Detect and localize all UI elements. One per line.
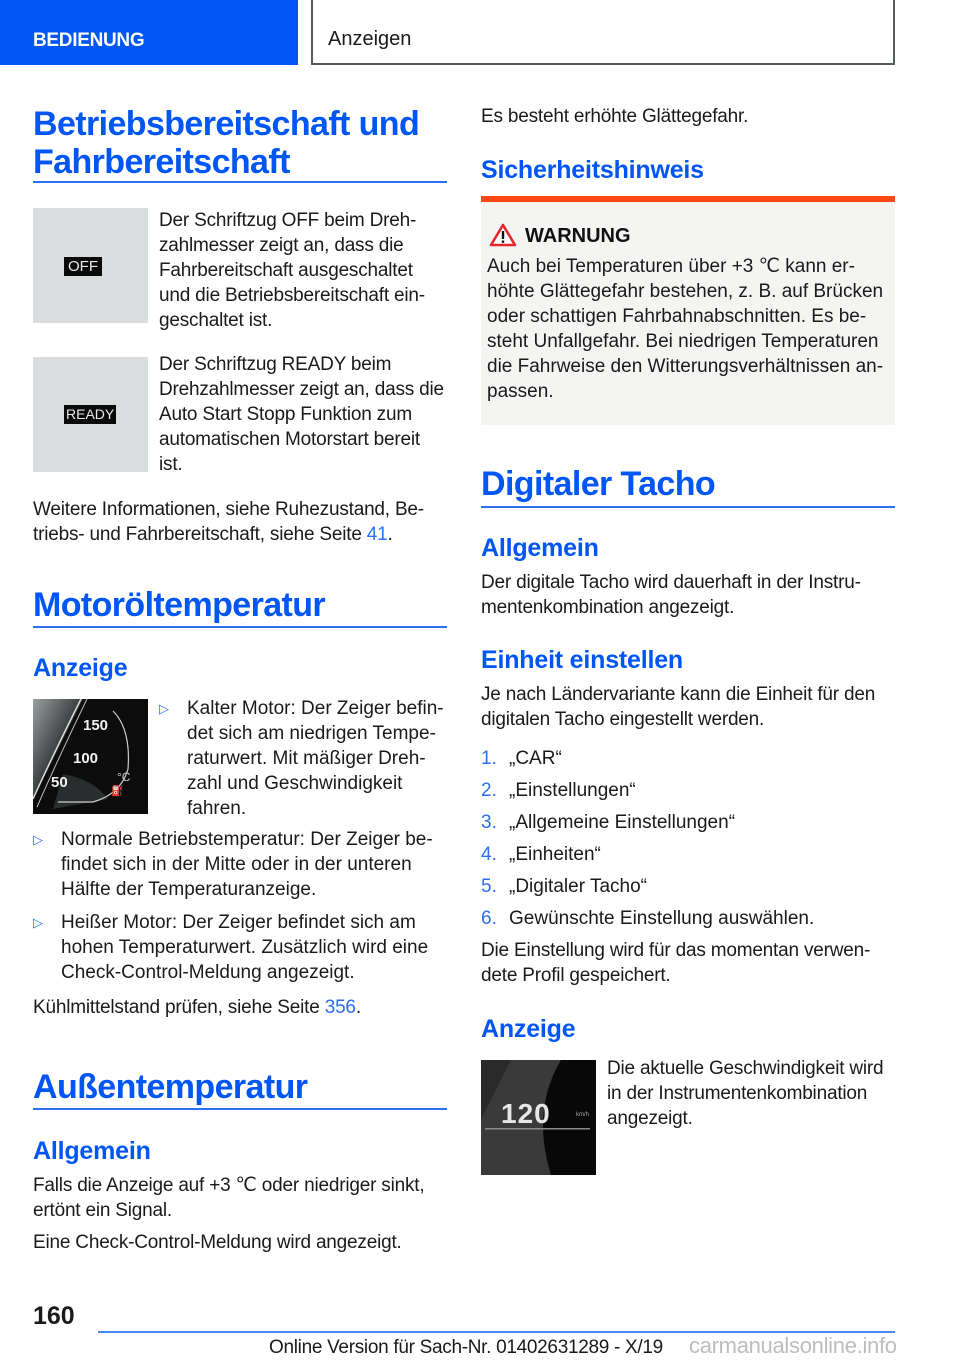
- text-line: angezeigt.: [607, 1108, 693, 1129]
- gauge-label-50: 50: [51, 774, 68, 791]
- check-control-paragraph: Eine Check-Control-Meldung wird angezeigt.: [33, 1232, 402, 1253]
- text-line: geschaltet ist.: [159, 310, 273, 331]
- heading-aussentemperatur: Außentemperatur: [33, 1068, 308, 1106]
- text-line: steht Unfallgefahr. Bei niedrigen Temperaturen: [487, 331, 879, 352]
- step-number: 2.: [481, 780, 497, 801]
- text-line: oder schattigen Fahrbahnabschnitten. Es be-: [487, 306, 867, 327]
- heading-digitaler-tacho: Digitaler Tacho: [481, 465, 716, 503]
- text-fragment: .: [387, 524, 393, 545]
- gauge-label-100: 100: [73, 750, 99, 767]
- text-line: Der digitale Tacho wird dauerhaft in der Instru-: [481, 572, 861, 593]
- text-line: Falls die Anzeige auf +3 ℃ oder niedriger sinkt,: [33, 1175, 425, 1196]
- text-line: ist.: [159, 454, 183, 475]
- profile-saved-paragraph: [481, 938, 901, 988]
- text-line: Check-Control-Meldung angezeigt.: [61, 962, 355, 983]
- triangle-bullet-icon: ▷: [33, 832, 43, 847]
- bullet-normal-temperature: [33, 827, 453, 902]
- heading-motoroeltemperatur: Motoröltemperatur: [33, 586, 326, 624]
- text-line: fahren.: [187, 798, 247, 819]
- text-line: Hälfte der Temperaturanzeige.: [61, 879, 317, 900]
- heading-rule: [481, 506, 895, 508]
- speed-value: 120: [501, 1098, 551, 1129]
- digital-speedometer-image: [481, 1060, 596, 1175]
- text-line: in der Instrumentenkombination: [607, 1083, 868, 1104]
- page-number: 160: [33, 1302, 75, 1330]
- step-number: 5.: [481, 876, 497, 897]
- text-line: Der Schriftzug READY beim: [159, 354, 392, 375]
- step-number: 3.: [481, 812, 497, 833]
- step-number: 6.: [481, 908, 497, 929]
- more-info-paragraph: [33, 497, 453, 547]
- header-section-label: BEDIENUNG: [33, 30, 145, 51]
- slippery-road-text: Es besteht erhöhte Glättegefahr.: [481, 106, 749, 127]
- text-fragment: triebs- und Fahrbereitschaft, siehe Seite: [33, 524, 367, 545]
- text-line: det sich am niedrigen Tempe-: [187, 723, 436, 744]
- heading-rule: [33, 626, 447, 628]
- triangle-bullet-icon: ▷: [33, 915, 43, 930]
- watermark: carmanualsonline.info: [689, 1333, 897, 1358]
- step-text: „CAR“: [509, 748, 562, 769]
- header-subsection-box: [311, 0, 895, 65]
- page-link-356[interactable]: 356: [324, 997, 356, 1018]
- text-line: Fahrbereitschaft ausgeschaltet: [159, 260, 413, 281]
- heading-rule: [33, 181, 447, 183]
- text-line: digitalen Tacho eingestellt werden.: [481, 709, 765, 730]
- warning-text: [487, 254, 891, 404]
- footer-version-text: Online Version für Sach-Nr. 01402631289 - X/19: [269, 1337, 663, 1358]
- off-badge: OFF: [64, 257, 102, 276]
- gauge-unit-celsius: °C: [117, 770, 131, 784]
- text-line: die Fahrweise den Witterungsverhältnissen an-: [487, 356, 884, 377]
- subheading-anzeige: Anzeige: [33, 654, 128, 682]
- coolant-reference: [33, 995, 453, 1020]
- text-line: dete Profil gespeichert.: [481, 965, 671, 986]
- subheading-allgemein: Allgemein: [33, 1137, 151, 1165]
- text-line: Die aktuelle Geschwindigkeit wird: [607, 1058, 884, 1079]
- text-fragment: .: [355, 997, 361, 1018]
- text-line: Weitere Informationen, siehe Ruhezustand, Be-: [33, 499, 424, 520]
- header-subsection-label: Anzeigen: [328, 28, 412, 50]
- oil-temperature-gauge-image: [33, 699, 148, 814]
- text-line: automatischen Motorstart bereit: [159, 429, 420, 450]
- text-line: Die Einstellung wird für das momentan verwen-: [481, 940, 871, 961]
- text-line: höhte Glättegefahr bestehen, z. B. auf Brücken: [487, 281, 884, 302]
- ready-indicator-image: [33, 357, 148, 472]
- subheading-anzeige-tacho: Anzeige: [481, 1015, 576, 1043]
- bullet-text: [187, 696, 462, 821]
- heading-betriebsbereitschaft: [33, 105, 419, 181]
- subheading-sicherheitshinweis: Sicherheitshinweis: [481, 156, 704, 184]
- off-description: [159, 208, 449, 333]
- bullet-text: [61, 827, 456, 902]
- heading-line: Betriebsbereitschaft und: [33, 105, 420, 143]
- speed-display-paragraph: [607, 1056, 902, 1131]
- triangle-bullet-icon: ▷: [159, 701, 169, 716]
- page-link-41[interactable]: 41: [366, 524, 388, 545]
- oil-can-icon: ⛽: [111, 786, 124, 797]
- unit-setting-paragraph: [481, 682, 901, 732]
- ready-description: [159, 352, 454, 477]
- subheading-einheit-einstellen: Einheit einstellen: [481, 646, 684, 674]
- text-line: Drehzahlmesser zeigt an, dass die: [159, 379, 444, 400]
- warning-title: WARNUNG: [525, 225, 631, 247]
- bullet-hot-engine: [33, 910, 453, 985]
- tacho-general-paragraph: [481, 570, 901, 620]
- header-section-tab: [0, 0, 298, 65]
- outside-temp-paragraph: [33, 1173, 458, 1223]
- text-line: Heißer Motor: Der Zeiger befindet sich am: [61, 912, 416, 933]
- step-number: 4.: [481, 844, 497, 865]
- text-line: zahl und Geschwindigkeit: [187, 773, 403, 794]
- text-line: Auch bei Temperaturen über +3 ℃ kann er-: [487, 256, 855, 277]
- text-line: Normale Betriebstemperatur: Der Zeiger be-: [61, 829, 433, 850]
- text-line: mentenkombination angezeigt.: [481, 597, 735, 618]
- text-line: Kalter Motor: Der Zeiger befin-: [187, 698, 444, 719]
- text-line: findet sich in der Mitte oder in der unteren: [61, 854, 412, 875]
- step-text: „Allgemeine Einstellungen“: [509, 812, 736, 833]
- off-indicator-image: [33, 208, 148, 323]
- text-line: [33, 522, 453, 547]
- text-line: Auto Start Stopp Funktion zum: [159, 404, 412, 425]
- speed-unit: km/h: [576, 1112, 590, 1118]
- heading-line: Fahrbereitschaft: [33, 143, 290, 181]
- text-line: passen.: [487, 381, 554, 402]
- gauge-label-150: 150: [83, 717, 109, 734]
- step-number: 1.: [481, 748, 497, 769]
- bullet-text: [61, 910, 456, 985]
- text-line: zahlmesser zeigt an, dass die: [159, 235, 404, 256]
- text-line: ertönt ein Signal.: [33, 1200, 172, 1221]
- step-text: Gewünschte Einstellung auswählen.: [509, 908, 815, 929]
- text-fragment: Kühlmittelstand prüfen, siehe Seite: [33, 997, 325, 1018]
- text-line: Je nach Ländervariante kann die Einheit für den: [481, 684, 876, 705]
- step-text: „Einstellungen“: [509, 780, 636, 801]
- text-line: raturwert. Mit mäßiger Dreh-: [187, 748, 426, 769]
- bullet-cold-engine: [159, 696, 459, 821]
- text-line: hohen Temperaturwert. Zusätzlich wird eine: [61, 937, 429, 958]
- ready-badge: READY: [66, 406, 115, 422]
- warning-triangle-icon: [489, 223, 517, 247]
- warning-box: [481, 202, 895, 425]
- subheading-allgemein-tacho: Allgemein: [481, 534, 599, 562]
- text-line: und die Betriebsbereitschaft ein-: [159, 285, 425, 306]
- step-text: „Digitaler Tacho“: [509, 876, 647, 897]
- text-line: Der Schriftzug OFF beim Dreh-: [159, 210, 417, 231]
- step-text: „Einheiten“: [509, 844, 601, 865]
- heading-rule: [33, 1108, 447, 1110]
